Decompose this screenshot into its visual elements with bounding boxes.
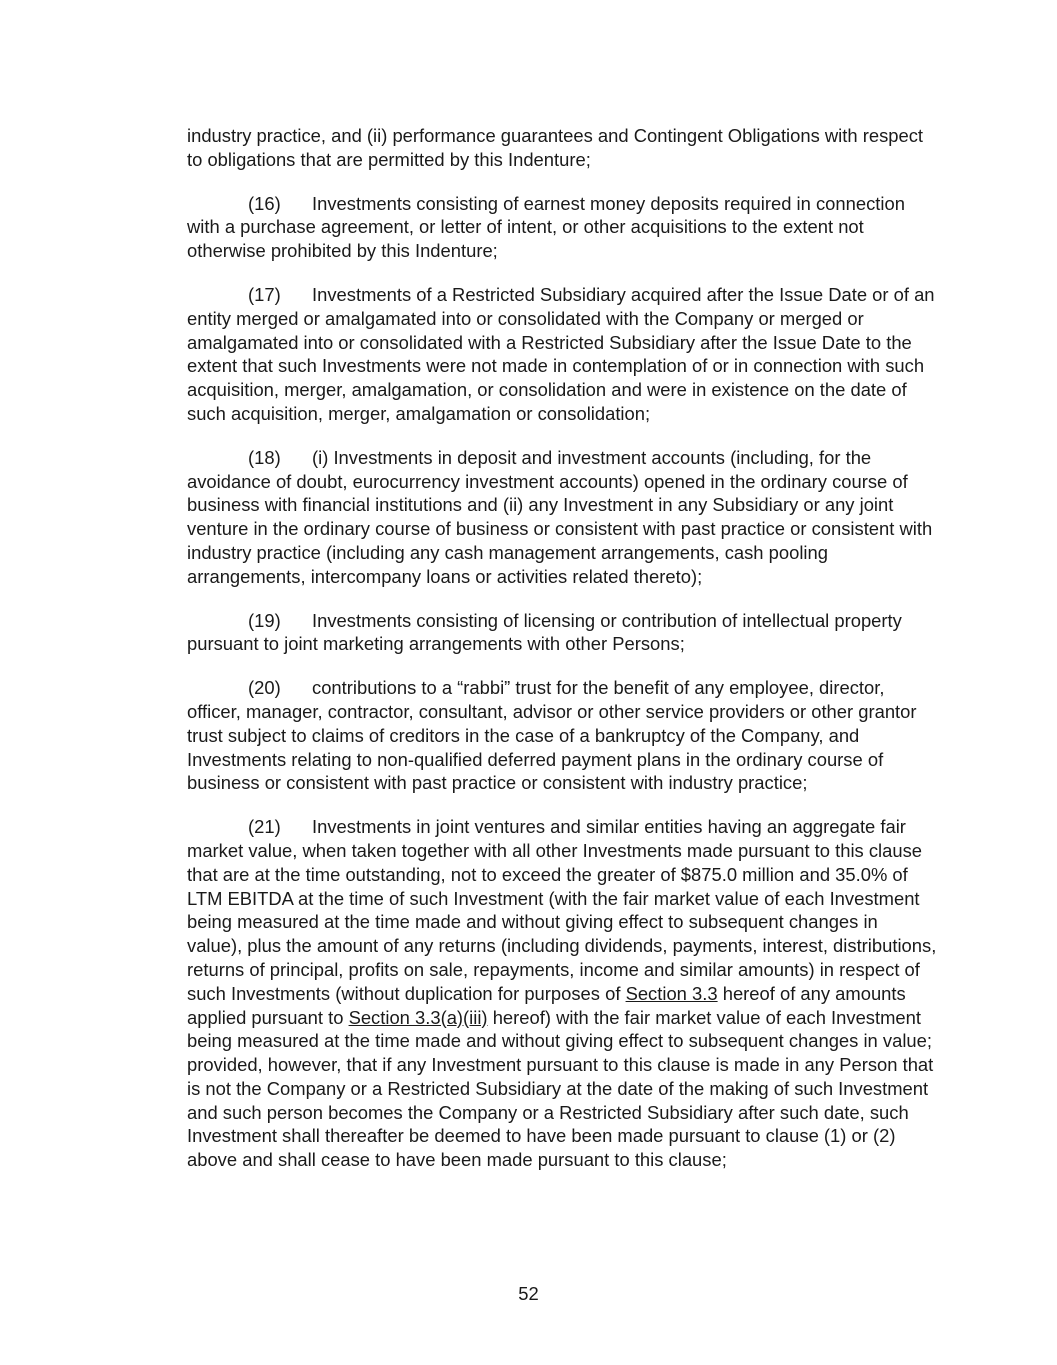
clause-16 <box>187 192 937 263</box>
clause-text: Investments consisting of earnest money deposits required in connection with a purchase agreement, or letter of intent, or other acquisitions to the extent not otherwise prohibited by this Indenture; <box>187 192 905 262</box>
clause-text: Investments consisting of licensing or contribution of intellectual property pursuant to joint marketing arrangements with other Persons; <box>187 609 902 655</box>
clause-text: contributions to a “rabbi” trust for the benefit of any employee, director, officer, manager, contractor, consultant, advisor or other service providers or other grantor trust subject to claims of creditors in the case of a bankruptcy of the Company, and Investments relating to non-qualified deferred payment plans in the ordinary course of business or consistent with past practice or consistent with industry practice; <box>187 677 917 794</box>
clause-number: (18) <box>248 446 281 468</box>
clause-text: hereof) with the fair market value of each Investment being measured at the time made and without giving effect to subsequent changes in value; provided, however, that if any Investment pursuant to this clause is made in any Person that is not the Company or a Restricted Subsidiary at the date of the making of such Investment and such person becomes the Company or a Restricted Subsidiary after such date, such Investment shall thereafter be deemed to have been made pursuant to clause (1) or (2) above and shall cease to have been made pursuant to this clause; <box>187 1006 934 1171</box>
intro-text: industry practice, and (ii) performance guarantees and Contingent Obligations with respect to obligations that are permitted by this Indenture; <box>187 125 924 170</box>
clause-text: Investments of a Restricted Subsidiary acquired after the Issue Date or of an entity merged or amalgamated into or consolidated with the Company or merged or amalgamated into or consolidated with a Restricted Subsidiary after the Issue Date to the extent that such Investments were not made in contemplation of or in connection with such acquisition, merger, amalgamation, or consolidation and were in existence on the date of such acquisition, merger, amalgamation or consolidation; <box>187 283 935 424</box>
clause-number: (21) <box>248 816 281 838</box>
document-body <box>187 124 937 1192</box>
clause-19 <box>187 609 937 657</box>
clause-text: Investments in joint ventures and similar entities having an aggregate fair market value, when taken together with all other Investments made pursuant to this clause that are at the time outstanding, not to exceed the greater of $875.0 million and 35.0% of LTM EBITDA at the time of such Investment (with the fair market value of each Investment being measured at the time made and without giving effect to subsequent changes in value), plus the amount of any returns (including dividends, payments, interest, distributions, returns of principal, profits on sale, repayments, income and similar amounts) in respect of such Investments (without duplication for purposes of <box>187 816 937 1004</box>
clause-number: (20) <box>248 677 281 699</box>
intro-paragraph <box>187 124 937 172</box>
page-number: 52 <box>518 1283 539 1304</box>
clause-text: hereof of any amounts applied pursuant to <box>187 982 906 1028</box>
section-reference-link: Section 3.3(a)(iii) <box>348 1006 488 1028</box>
clause-number: (16) <box>248 192 281 214</box>
clause-number: (17) <box>248 283 281 305</box>
section-reference-link: Section 3.3 <box>625 982 718 1004</box>
clause-number: (19) <box>248 609 281 631</box>
clause-text: (i) Investments in deposit and investment accounts (including, for the avoidance of doubt, eurocurrency investment accounts) opened in the ordinary course of business with financial institutions and (ii) any Investment in any Subsidiary or any joint venture in the ordinary course of business or consistent with past practice or consistent with industry practice (including any cash management arrangements, cash pooling arrangements, intercompany loans or activities related thereto); <box>187 446 933 587</box>
clause-21 <box>187 815 937 1172</box>
clause-20 <box>187 676 937 795</box>
clause-18 <box>187 446 937 589</box>
clause-17 <box>187 283 937 426</box>
